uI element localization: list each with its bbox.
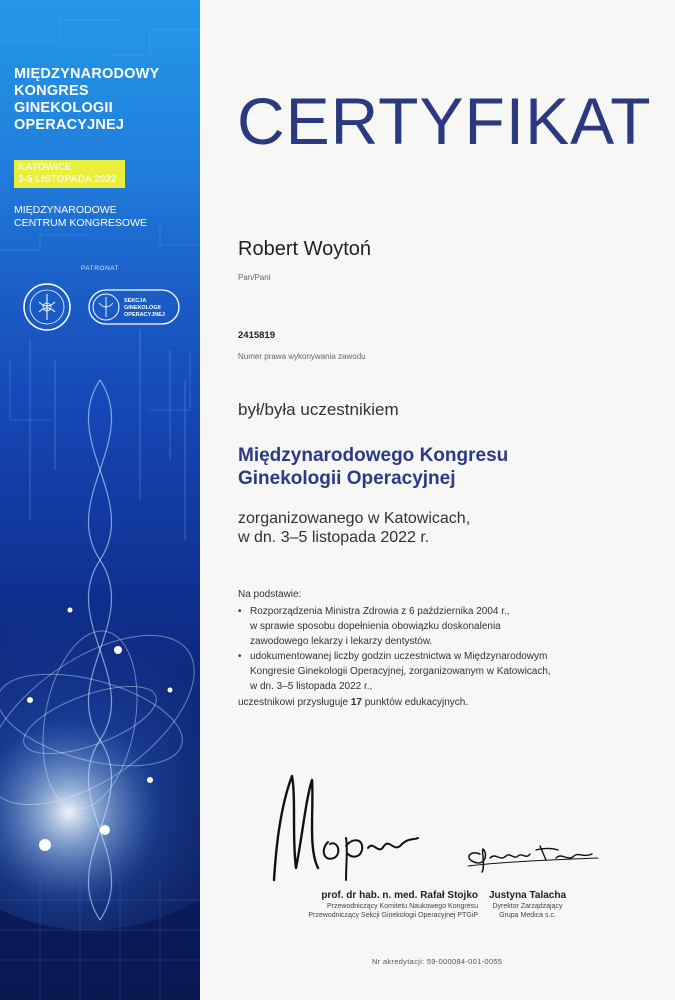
organized-line: zorganizowanego w Katowicach, bbox=[238, 510, 471, 527]
accreditation-number: Nr akredytacji: 59-000084-001-0055 bbox=[372, 957, 503, 966]
sekcja-ginekologii-logo bbox=[88, 289, 180, 325]
congress-banner bbox=[0, 0, 200, 1000]
legal-basis-line: zawodowego lekarzy i lekarzy dentystów. bbox=[250, 636, 433, 647]
legal-basis-title: Na podstawie: bbox=[238, 589, 302, 600]
signer-role: Grupa Medica s.c. bbox=[499, 912, 556, 919]
banner-congress-title bbox=[14, 66, 190, 134]
signature-talacha bbox=[460, 836, 600, 876]
signature-stojko bbox=[262, 768, 422, 886]
signer-talacha bbox=[460, 889, 595, 920]
banner-venue bbox=[14, 204, 147, 230]
organized-line: w dn. 3–5 listopada 2022 r. bbox=[238, 529, 430, 546]
congress-name-line: Międzynarodowego Kongresu bbox=[238, 445, 509, 466]
banner-title-line: GINEKOLOGII bbox=[14, 100, 113, 116]
signer-role: Przewodniczący Sekcji Ginekologii Operacyjnej PTGiP bbox=[308, 912, 478, 919]
banner-date-line: 3-5 LISTOPADA 2022 bbox=[18, 174, 117, 185]
signer-stojko bbox=[218, 889, 478, 920]
points-summary-prefix: uczestnikowi przysługuje bbox=[238, 697, 349, 708]
banner-title-line: KONGRES bbox=[14, 83, 89, 99]
logo2-text-line: SEKCJA bbox=[124, 298, 147, 304]
legal-basis-line: w dn. 3–5 listopada 2022 r., bbox=[250, 681, 373, 692]
logo2-text-line: OPERACYJNEJ bbox=[124, 312, 165, 318]
banner-venue-line: MIĘDZYNARODOWE bbox=[14, 204, 117, 216]
points-summary bbox=[238, 695, 658, 710]
signer-role: Przewodniczący Komitetu Naukowego Kongresu bbox=[327, 903, 478, 910]
points-value: 17 bbox=[350, 697, 362, 708]
banner-title-line: MIĘDZYNARODOWY bbox=[14, 66, 160, 82]
participant-statement: był/była uczestnikiem bbox=[238, 400, 399, 419]
recipient-name-caption: Pan/Pani bbox=[238, 273, 271, 282]
ptgip-seal-logo bbox=[22, 282, 72, 332]
congress-name bbox=[238, 444, 508, 490]
points-summary-suffix: punktów edukacyjnych. bbox=[364, 697, 469, 708]
certificate-title: CERTYFIKAT bbox=[237, 84, 652, 158]
license-number-caption: Numer prawa wykonywania zawodu bbox=[238, 352, 366, 361]
banner-title-line: OPERACYJNEJ bbox=[14, 117, 125, 133]
legal-basis-item bbox=[238, 649, 658, 694]
banner-date-badge bbox=[14, 160, 125, 188]
banner-artwork bbox=[0, 0, 200, 1000]
banner-date-line: KATOWICE bbox=[18, 162, 72, 173]
signer-name: Justyna Talacha bbox=[488, 890, 567, 901]
legal-basis-line: w sprawie sposobu dopełnienia obowiązku doskonalenia bbox=[250, 621, 501, 632]
legal-basis-line: • udokumentowanej liczby godzin uczestnictwa w Międzynarodowym bbox=[250, 651, 548, 662]
logo2-text-line: GINEKOLOGII bbox=[124, 305, 161, 311]
recipient-name: Robert Woytoń bbox=[238, 238, 372, 260]
legal-basis-line: • Rozporządzenia Ministra Zdrowia z 6 października 2004 r., bbox=[250, 606, 510, 617]
banner-venue-line: CENTRUM KONGRESOWE bbox=[14, 217, 148, 229]
legal-basis-item bbox=[238, 604, 658, 649]
signer-name: prof. dr hab. n. med. Rafał Stojko bbox=[321, 890, 478, 901]
license-number: 2415819 bbox=[238, 330, 275, 341]
organized-statement bbox=[238, 509, 470, 547]
legal-basis bbox=[238, 587, 658, 710]
legal-basis-line: Kongresie Ginekologii Operacyjnej, zorganizowanym w Katowicach, bbox=[250, 666, 551, 677]
signer-role: Dyrektor Zarządzający bbox=[492, 903, 563, 910]
banner-patronat-label: PATRONAT bbox=[81, 265, 119, 272]
congress-name-line: Ginekologii Operacyjnej bbox=[238, 468, 456, 489]
